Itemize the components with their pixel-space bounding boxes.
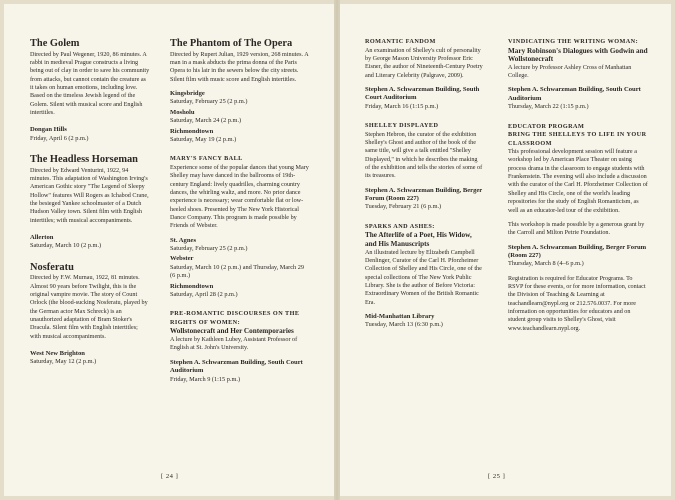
event-date: Thursday, March 8 (4–6 p.m.) xyxy=(508,260,584,268)
event-educator-program xyxy=(508,123,648,334)
event-kicker: ROMANTIC FANDOM xyxy=(365,38,436,45)
left-column-1 xyxy=(30,38,150,378)
event-title: The Headless Horseman xyxy=(30,154,138,166)
event-title: The Phantom of The Opera xyxy=(170,38,293,49)
event-venue: Webster xyxy=(170,255,194,263)
event-kicker: SPARKS AND ASHES: xyxy=(365,222,435,230)
event-kicker: SHELLEY DISPLAYED xyxy=(365,122,439,130)
event-venue: Kingsbridge xyxy=(170,89,205,97)
right-page xyxy=(340,4,671,496)
right-column-1 xyxy=(365,38,483,341)
event-shelley-displayed xyxy=(365,122,483,212)
event-sparks-and-ashes xyxy=(365,223,483,330)
event-vindicating xyxy=(508,38,648,112)
event-venue: Mid-Manhattan Library xyxy=(365,312,435,320)
left-page xyxy=(4,4,334,496)
event-venue: Richmondtown xyxy=(170,127,214,135)
event-description: A lecture by Kathleen Lubey, Assistant Professor of English at St. John's University. xyxy=(170,337,298,352)
event-date: Friday, March 16 (1:15 p.m.) xyxy=(365,102,439,110)
event-fancy-ball xyxy=(170,155,310,299)
event-description: This professional development session will feature a workshop led by American Place Theater on using process drama in the classroom to engage students with Frankenstein. The evening will also include a discussion with the curator of the Carl H. Pforzheimer Collection of Shelley and His Circle, one of the world's leading repositories for the study of English Romanticism, as well as an educator-led tour of the exhibition. xyxy=(508,149,648,214)
event-description: Directed by Paul Wegener, 1920, 86 minutes. A rabbi in medieval Prague constructs a living being out of clay in order to save his community from attacks, but cannot contain the creature as it takes on human emotions, including love. Based on the timeless Jewish legend of the Golem. Silent with musical score and English intertitles. xyxy=(30,51,150,116)
event-venue: Dongan Hills xyxy=(30,126,67,134)
event-venue: Allerton xyxy=(30,233,54,241)
event-title: Mary Robinson's Dialogues with Godwin and Wollstonecraft xyxy=(508,46,648,64)
event-kicker: PRE-ROMANTIC DISCOURSES ON THE RIGHTS OF WOMEN: xyxy=(170,310,300,326)
event-registration-note: Registration is required for Educator Programs. To RSVP for these events, or for more information, contact the Division of Teaching & Learning at teachandlearn@nypl.org or 212.576.0037. For more information on opportunities for educators and on student group visits to Shelley's Ghost, visit www.teachandlearn.nypl.org. xyxy=(508,275,646,332)
event-description: Directed by Edward Venturini, 1922, 94 minutes. This adaptation of Washington Irving's American Gothic story "The Legend of Sleepy Hollow" features Will Rogers as Ichabod Crane, the besieged Yankee schoolmaster of a Dutch Hudson Valley town. Silent film with English intertitles; with musical accompaniments. xyxy=(30,167,149,224)
right-column-2 xyxy=(508,38,648,344)
event-venue: Stephen A. Schwarzman Building, South Court Auditorium xyxy=(508,86,641,102)
event-description: Stephen Hebron, the curator of the exhibition Shelley's Ghost and author of the book of the same title, will give a talk entitled "Shelley Displayed," in which he describes the making of the exhibition and tells the stories of some of its treasures. xyxy=(365,131,483,180)
event-description: Directed by Rupert Julian, 1929 version, 268 minutes. A man in a mask abducts the prima donna of the Paris Opera to his lair in the sewers below the city streets. Silent film with music score and English intertitles. xyxy=(170,51,309,83)
event-nosferatu xyxy=(30,262,150,367)
event-date: Saturday, May 12 (2 p.m.) xyxy=(30,358,97,366)
event-title: Wollstonecraft and Her Contemporaries xyxy=(170,327,294,336)
event-date: Saturday, February 25 (2 p.m.) xyxy=(170,244,248,252)
page-number: [ 24 ] xyxy=(161,473,179,480)
event-description: Experience some of the popular dances that young Mary Shelley may have danced in the ballrooms of 19th-century England: lively quadrilles, charming country dances, the whirling waltz, and more. No prior dance experience is necessary; wear comfortable flat or low-heeled shoes. Presented by The New York Historical Dance Company. This program is made possible by Friends of Webster. xyxy=(170,164,309,230)
event-title: MARY'S FANCY BALL xyxy=(170,155,243,163)
event-discourses xyxy=(170,310,310,384)
event-description: Directed by F.W. Murnau, 1922, 81 minutes. Almost 90 years before Twilight, this is the original vampire movie. The story of Count Orlock (the blood-sucking Nosferatu, played by the German actor Max Schreck) is an unauthorized adaptation of Bram Stoker's Dracula. Silent film with English intertitles; with musical accompaniments. xyxy=(30,275,148,340)
event-venue: Stephen A. Schwarzman Building, Berger Forum (Room 227) xyxy=(365,186,483,203)
event-sponsor-note: This workshop is made possible by a generous grant by the Carroll and Milton Petrie Foundation. xyxy=(508,221,645,237)
event-description: A lecture by Professor Ashley Cross of Manhattan College. xyxy=(508,64,632,80)
event-headless-horseman xyxy=(30,154,150,251)
event-date: Saturday, May 19 (2 p.m.) xyxy=(170,135,237,143)
event-kicker: EDUCATOR PROGRAM xyxy=(508,122,585,130)
event-date: Saturday, March 10 (2 p.m.) and Thursday, March 29 (6 p.m.) xyxy=(170,263,305,280)
left-column-2 xyxy=(170,38,310,395)
event-date: Friday, March 9 (1:15 p.m.) xyxy=(170,375,241,383)
event-venue: Richmondtown xyxy=(170,282,214,290)
event-date: Saturday, February 25 (2 p.m.) xyxy=(170,98,248,106)
event-venue: West New Brighton xyxy=(30,350,85,358)
event-date: Friday, April 6 (2 p.m.) xyxy=(30,134,89,142)
event-date: Saturday, March 24 (2 p.m.) xyxy=(170,117,242,125)
event-phantom xyxy=(170,38,310,144)
event-title: BRING THE SHELLEYS TO LIFE IN YOUR CLASSROOM xyxy=(508,131,647,147)
event-venue: St. Agnes xyxy=(170,236,197,244)
event-description: An examination of Shelley's cult of personality by George Mason University Professor Eric Eisner, the author of Nineteenth-Century Poetry and Literary Celebrity (Palgrave, 2009). xyxy=(365,47,483,79)
event-venue: Stephen A. Schwarzman Building, Berger Forum (Room 227) xyxy=(508,243,647,259)
event-date: Saturday, March 10 (2 p.m.) xyxy=(30,242,102,250)
event-date: Tuesday, February 21 (6 p.m.) xyxy=(365,203,442,211)
event-description: An illustrated lecture by Elizabeth Campbell Denlinger, Curator of the Carl H. Pforzheimer Collection of Shelley and His Circle, one of the special collections of The New York Public Library. She is the author of Before Victoria: Extraordinary Women of the British Romantic Era. xyxy=(365,249,482,306)
event-venue: Stephen A. Schwarzman Building, South Court Auditorium xyxy=(365,85,480,102)
event-title: Nosferatu xyxy=(30,261,74,273)
event-golem xyxy=(30,38,150,143)
event-title: The Golem xyxy=(30,38,80,49)
event-date: Tuesday, March 13 (6:30 p.m.) xyxy=(365,321,443,329)
event-venue: Stephen A. Schwarzman Building, South Court Auditorium xyxy=(170,358,303,375)
event-kicker: VINDICATING THE WRITING WOMAN: xyxy=(508,38,639,45)
page-number: [ 25 ] xyxy=(488,473,506,480)
event-venue: Mosholu xyxy=(170,108,195,116)
event-date: Thursday, March 22 (1:15 p.m.) xyxy=(508,103,589,111)
event-title: The Afterlife of a Poet, His Widow, and His Manuscripts xyxy=(365,231,472,248)
event-romantic-fandom xyxy=(365,38,483,111)
event-date: Saturday, April 28 (2 p.m.) xyxy=(170,291,238,298)
